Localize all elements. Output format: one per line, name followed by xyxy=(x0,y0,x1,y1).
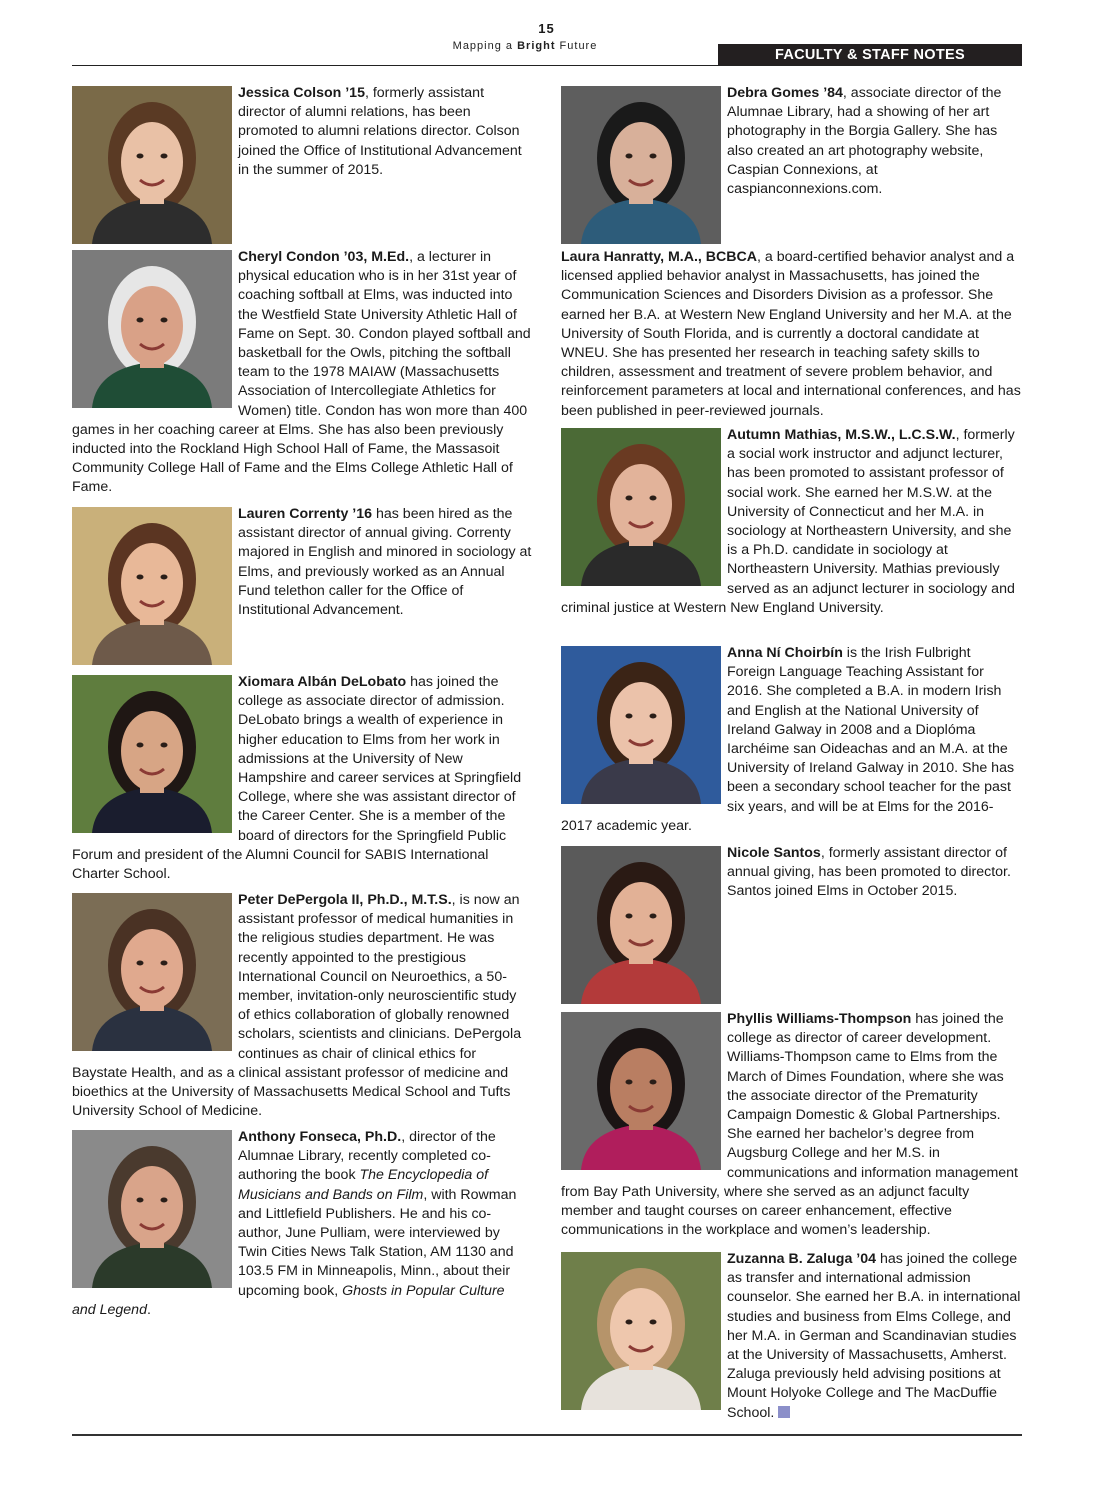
person-bio: , associate director of the Alumnae Library, had a showing of her art photography in the Borgia Gallery. She has also created an art photography website, Caspian Connexions, at caspianconnexions.com. xyxy=(727,85,1002,198)
portrait-image xyxy=(561,86,721,244)
entry-choirbin xyxy=(561,644,1021,844)
entry-gomes xyxy=(561,84,1021,248)
footer-rule xyxy=(72,1434,1022,1436)
person-bio: , director of the Alumnae Library, recently completed co-authoring the book xyxy=(238,1129,496,1184)
person-name: Debra Gomes ’84 xyxy=(727,85,843,101)
person-bio: has been hired as the assistant director of annual giving. Correnty majored in English and minored in sociology at Elms, and previously worked as an Annual Fund telethon caller for the Office of Institutional Advancement. xyxy=(238,506,532,619)
portrait-image xyxy=(72,507,232,665)
portrait-image xyxy=(72,86,232,244)
person-bio: , formerly a social work instructor and adjunct lecturer, has been promoted to assistant professor of social work. She earned her M.S.W. at the University of Connecticut and her M.A. in sociology at Northeastern University, and she is a Ph.D. candidate in sociology at Northeastern University. Mathias previously served as an adjunct lecturer in sociology and criminal justice at Western New England University. xyxy=(561,427,1015,616)
person-bio: , formerly assistant director of annual giving, has been promoted to director. Santos joined Elms in October 2015. xyxy=(727,845,1011,900)
photo-santos xyxy=(561,846,721,1004)
person-name: Peter DePergola II, Ph.D., M.T.S. xyxy=(238,892,452,908)
photo-delobato xyxy=(72,675,232,833)
person-bio: has joined the college as director of career development. Williams-Thompson came to Elms from the March of Dimes Foundation, where she was the associate director of the Prematurity Campaign Domestic & Global Partnerships. She earned her bachelor’s degree from Augsburg College and her M.S. in communications and information management from Bay Path University, where she served as an adjunct faculty member and taught courses on career enhancement, effective communications in the workplace and women’s leadership. xyxy=(561,1011,1018,1239)
entry-correnty xyxy=(72,505,532,673)
tagline-suffix: Future xyxy=(559,40,598,52)
person-name: Laura Hanratty, M.A., BCBCA xyxy=(561,249,758,265)
portrait-image xyxy=(561,646,721,804)
photo-gomes xyxy=(561,86,721,244)
book-title: The Encyclopedia of Musicians and Bands on Film xyxy=(238,1167,489,1203)
portrait-image xyxy=(561,846,721,1004)
person-name: Anna Ní Choirbín xyxy=(727,645,843,661)
person-bio: , is now an assistant professor of medical humanities in the religious studies department. He was recently appointed to the prestigious International Council on Neuroethics, a 50-member, invitation-only neuroscientific study of ethics collaboration of globally renowned scholars, scientists and clinicians. DePergola continues as chair of clinical ethics for Baystate Health, and as a clinical assistant professor of medicine and bioethics at the University of Massachusetts Medical School and Tufts University School of Medicine. xyxy=(72,892,522,1120)
photo-condon xyxy=(72,250,232,408)
portrait-image xyxy=(72,893,232,1051)
person-bio: , formerly assistant director of alumni relations, has been promoted to alumni relations director. Colson joined the Office of Institutional Advancement in the summer of 2015. xyxy=(238,85,522,178)
photo-colson xyxy=(72,86,232,244)
end-mark-icon xyxy=(778,1406,790,1418)
person-name: Phyllis Williams-Thompson xyxy=(727,1011,912,1027)
page-number: 15 xyxy=(538,21,555,36)
photo-fonseca xyxy=(72,1130,232,1288)
header-rule xyxy=(72,65,1022,66)
entry-condon xyxy=(72,248,532,505)
entry-fonseca xyxy=(72,1128,532,1320)
photo-depergola xyxy=(72,893,232,1051)
name-suffix: , Ph.D. xyxy=(357,1129,402,1145)
portrait-image xyxy=(72,250,232,408)
left-column xyxy=(72,84,532,1320)
photo-williams-thompson xyxy=(561,1012,721,1170)
photo-zaluga xyxy=(561,1252,721,1410)
person-bio: , a board-certified behavior analyst and a licensed applied behavior analyst in Massachusetts, has joined the Communication Sciences and Disorders Division as a professor. She earned her B.A. at Western New England University and her M.A. at the University of South Florida, and is currently a doctoral candidate at WNEU. She has presented her research in teaching safety skills to children, assessment and treatment of severe problem behavior, and reinforcement parameters at local and international conferences, and has been published in peer-reviewed journals. xyxy=(561,249,1021,419)
photo-mathias xyxy=(561,428,721,586)
portrait-image xyxy=(72,1130,232,1288)
portrait-image xyxy=(561,428,721,586)
entry-depergola xyxy=(72,891,532,1128)
book-title-2: Ghosts in Popular Culture and Legend xyxy=(72,1282,505,1318)
person-bio: has joined the college as associate director of admission. DeLobato brings a wealth of experience in higher education to Elms from her work in admissions at the University of New Hampshire and career services at Springfield College, where she was assistant director of the Career Center. She is a member of the board of directors for the Springfield Public Forum and president of the Alumni Council for SABIS International Charter School. xyxy=(72,674,522,883)
entry-santos xyxy=(561,844,1021,1010)
person-name: Xiomara Albán DeLobato xyxy=(238,674,407,690)
tagline xyxy=(420,40,630,52)
entry-zaluga xyxy=(561,1250,1021,1423)
photo-correnty xyxy=(72,507,232,665)
section-title-bar: FACULTY & STAFF NOTES xyxy=(718,44,1022,66)
person-name: Autumn Mathias, M.S.W., L.C.S.W. xyxy=(727,427,956,443)
person-name: Lauren Correnty ’16 xyxy=(238,506,373,522)
person-bio: is the Irish Fulbright Foreign Language Teaching Assistant for 2016. She completed a B.A. in modern Irish and English at the National University of Ireland Galway in 2008 and a Dioplóma Iarchéime san Oideachas and an M.A. at the University of Ireland Galway in 2010. She has been a secondary school teacher for the past six years, and will be at Elms for the 2016-2017 academic year. xyxy=(561,645,1015,834)
person-bio: has joined the college as transfer and international admission counselor. She earned her B.A. in international studies and business from Elms College, and her M.A. in German and Scandinavian studies at the University of Massachusetts, Amherst. Zaluga previously held advising positions at Mount Holyoke College and The MacDuffie School. xyxy=(727,1251,1021,1421)
entry-williams-thompson xyxy=(561,1010,1021,1250)
entry-colson xyxy=(72,84,532,248)
photo-choirbin xyxy=(561,646,721,804)
person-name: Cheryl Condon ’03, M.Ed. xyxy=(238,249,410,265)
entry-hanratty xyxy=(561,248,1021,426)
entry-delobato xyxy=(72,673,532,891)
right-column xyxy=(561,84,1021,1423)
portrait-image xyxy=(561,1012,721,1170)
portrait-image xyxy=(561,1252,721,1410)
tagline-bold: Bright xyxy=(517,40,556,52)
person-name: Nicole Santos xyxy=(727,845,821,861)
person-name: Jessica Colson ’15 xyxy=(238,85,365,101)
person-bio: , a lecturer in physical education who is in her 31st year of coaching softball at Elms, was inducted into the Westfield State University Athletic Hall of Fame on Sept. 30. Condon played softball and basketball for the Owls, pitching the softball team to the 1978 MAIAW (Massachusetts Association of Intercollegiate Athletics for Women) title. Condon has won more than 400 games in her coaching career at Elms. She has also been previously inducted into the Rockland High School Hall of Fame, the Massasoit Community College Hall of Fame and the Elms College Athletic Hall of Fame. xyxy=(72,249,531,496)
person-bio-cont: , with Rowman and Littlefield Publishers. He and his co-author, June Pulliam, were interviewed by Twin Cities News Talk Station, AM 1130 and 103.5 FM in Minneapolis, Minn., about their upcoming book, xyxy=(238,1186,517,1299)
tagline-prefix: Mapping a xyxy=(452,40,514,52)
person-name: Anthony Fonseca xyxy=(238,1129,358,1145)
entry-mathias xyxy=(561,426,1021,644)
person-name: Zuzanna B. Zaluga ’04 xyxy=(727,1251,876,1267)
portrait-image xyxy=(72,675,232,833)
person-bio-end: . xyxy=(146,1301,151,1318)
